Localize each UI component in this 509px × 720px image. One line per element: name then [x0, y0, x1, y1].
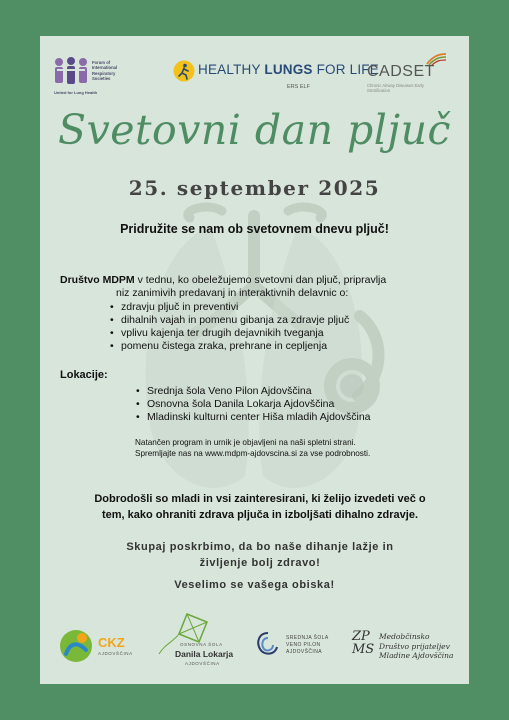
mdpm-line: Društvo prijateljev: [379, 641, 450, 651]
footer-logos: [40, 624, 469, 674]
list-item: • vplivu kajenja ter drugih dejavnikih tveganja: [108, 327, 349, 340]
list-item: • Mladinski kulturni center Hiša mladih Ajdovščina: [134, 411, 371, 424]
header-logos: [40, 46, 469, 96]
together-text: [80, 539, 440, 571]
runner-icon: [173, 60, 195, 82]
list-item: • pomenu čistega zraka, prehrane in cepljenja: [108, 340, 349, 353]
ckz-sub: AJDOVŠČINA: [98, 651, 133, 656]
cadset-name: CADSET: [367, 63, 435, 80]
ckz-figure-icon: [58, 628, 94, 664]
monogram-top: ZP: [352, 629, 370, 644]
ckz-name: CKZ: [98, 635, 125, 650]
list-item: • dihalnih vajah in pomenu gibanja za zdravje pljuč: [108, 314, 349, 327]
locations-list: [134, 385, 371, 424]
mdpm-monogram: [352, 630, 374, 656]
mdpm-line: Medobčinsko: [379, 632, 430, 641]
locations-heading: Lokacije:: [60, 369, 108, 381]
mdpm-line: Mladine Ajdovščina: [379, 651, 454, 660]
intro-paragraph: [60, 274, 465, 300]
note-line: Natančen program in urnik je objavljeni na naši spletni strani.: [135, 438, 356, 447]
org-name: Društvo MDPM: [60, 274, 135, 286]
hl-suffix: FOR LIFE: [312, 62, 379, 77]
fil-tagline: United for Lung Health: [54, 90, 98, 95]
closing-text: Veselimo se vašega obiska!: [174, 579, 335, 591]
healthy-lungs-title: [198, 62, 379, 77]
mdpm-text: [379, 632, 453, 661]
healthy-lungs-partners: ERS ELF: [287, 84, 310, 90]
fil-line: Forum of: [92, 60, 111, 65]
cadset-subtitle: Chronic Airway Diseases Early Stratification: [367, 83, 425, 93]
hl-prefix: HEALTHY: [198, 62, 265, 77]
welcome-text: [60, 491, 460, 523]
note-line: Spremljajte nas na www.mdpm-ajdovscina.si za vse podrobnosti.: [135, 449, 371, 458]
intro-line-2: niz zanimivih predavanj in interaktivnih delavnic o:: [116, 287, 349, 299]
os-name: Danila Lokarja: [175, 649, 234, 659]
people-group-icon: [52, 56, 90, 88]
ss-line: VENO PILON: [286, 642, 321, 648]
welcome-line: tem, kako ohraniti zdrava pljuča in izboljšati dihalno zdravje.: [101, 509, 419, 521]
list-item: • Srednja šola Veno Pilon Ajdovščina: [134, 385, 371, 398]
poster: [40, 36, 469, 684]
os-top: OSNOVNA ŠOLA: [180, 642, 223, 647]
ss-line: AJDOVŠČINA: [286, 649, 322, 655]
together-line: Skupaj poskrbimo, da bo naše dihanje lažje in: [126, 541, 394, 553]
topics-list: [108, 301, 349, 353]
welcome-line: Dobrodošli so mladi in vsi zainteresirani, ki želijo izvedeti več o: [94, 493, 426, 505]
fil-line: Societies: [92, 76, 111, 82]
fil-line: Respiratory: [92, 70, 116, 76]
intro-line-1: v tednu, ko obeležujemo svetovni dan pljuč, pripravlja: [134, 274, 387, 286]
fil-name: [92, 60, 144, 82]
join-invitation: Pridružite se nam ob svetovnem dnevu pljuč!: [120, 222, 389, 236]
monogram-bottom: MS: [352, 642, 375, 657]
hl-bold: LUNGS: [264, 62, 313, 77]
ss-pilon-text: [286, 635, 329, 656]
swirl-icon: [253, 630, 283, 660]
event-date: 25. september 2025: [128, 176, 381, 200]
program-note: [135, 437, 435, 459]
ss-line: SREDNJA ŠOLA: [286, 635, 329, 641]
os-sub: AJDOVŠČINA: [185, 661, 220, 666]
fil-line: International: [92, 65, 118, 71]
list-item: • zdravju pljuč in preventivi: [108, 301, 349, 314]
together-line: življenje bolj zdravo!: [199, 557, 321, 569]
list-item: • Osnovna šola Danila Lokarja Ajdovščina: [134, 398, 371, 411]
page-title: Svetovni dan pljuč: [58, 106, 451, 154]
